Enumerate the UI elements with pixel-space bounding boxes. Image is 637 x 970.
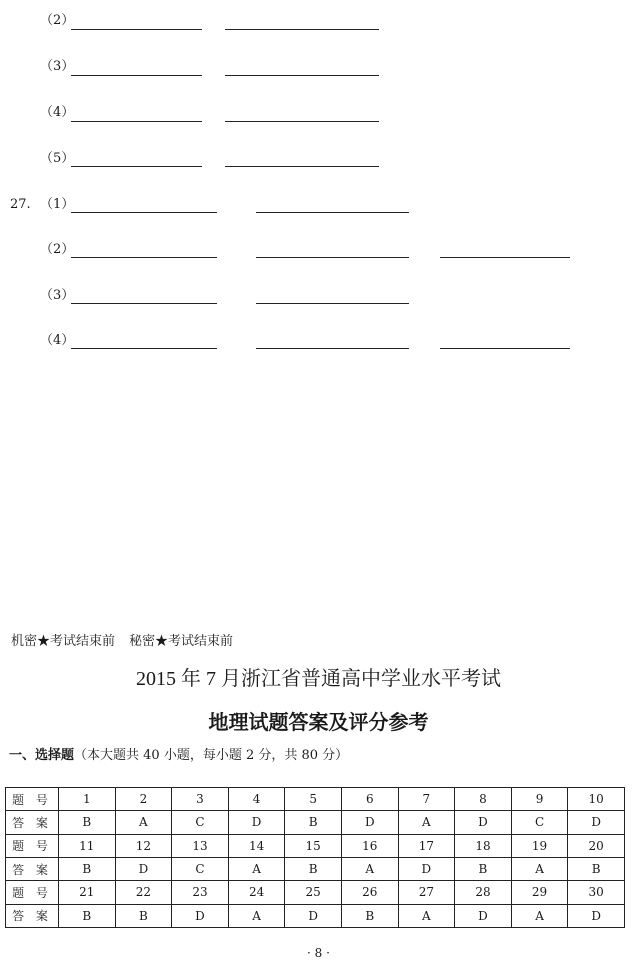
q27-part-4-label: （4） bbox=[40, 333, 75, 348]
answer-row bbox=[6, 811, 625, 834]
question-number-cell: 28 bbox=[455, 881, 512, 904]
question-number-cell: 30 bbox=[568, 881, 625, 904]
answer-cell: B bbox=[115, 904, 172, 927]
answer-blank[interactable] bbox=[71, 348, 217, 349]
answer-blank[interactable] bbox=[256, 348, 409, 349]
section-note: （本大题共 40 小题，每小题 2 分，共 80 分） bbox=[74, 748, 349, 763]
answer-cell: B bbox=[285, 857, 342, 880]
answer-cell: D bbox=[341, 811, 398, 834]
answer-cell: C bbox=[172, 857, 229, 880]
question-number-cell: 15 bbox=[285, 834, 342, 857]
q27-part-2-label: （2） bbox=[40, 242, 75, 257]
answer-row-header: 答 案 bbox=[6, 811, 59, 834]
q27-part-1-label: （1） bbox=[40, 197, 75, 212]
answer-blank[interactable] bbox=[225, 29, 379, 30]
question-number-cell: 29 bbox=[511, 881, 568, 904]
question-number-cell: 27 bbox=[398, 881, 455, 904]
answer-cell: D bbox=[398, 857, 455, 880]
answer-blank[interactable] bbox=[71, 121, 202, 122]
question-number-cell: 9 bbox=[511, 788, 568, 811]
answer-cell: B bbox=[568, 857, 625, 880]
page-number: · 8 · bbox=[307, 946, 330, 960]
question-number-row-header: 题 号 bbox=[6, 788, 59, 811]
answer-cell: D bbox=[455, 811, 512, 834]
answer-table bbox=[5, 787, 625, 928]
question-number-cell: 7 bbox=[398, 788, 455, 811]
answer-cell: D bbox=[285, 904, 342, 927]
question-number-cell: 21 bbox=[59, 881, 116, 904]
q26-part-5-label: （5） bbox=[40, 151, 75, 166]
answer-cell: B bbox=[341, 904, 398, 927]
answer-cell: A bbox=[341, 857, 398, 880]
answer-row-header: 答 案 bbox=[6, 904, 59, 927]
question-number-row bbox=[6, 881, 625, 904]
answer-cell: A bbox=[511, 857, 568, 880]
answer-blank[interactable] bbox=[440, 348, 570, 349]
answer-row-header: 答 案 bbox=[6, 857, 59, 880]
question-number-cell: 22 bbox=[115, 881, 172, 904]
answer-cell: D bbox=[228, 811, 285, 834]
answer-cell: A bbox=[115, 811, 172, 834]
question-number-row-header: 题 号 bbox=[6, 881, 59, 904]
question-number-cell: 10 bbox=[568, 788, 625, 811]
question-number-row bbox=[6, 834, 625, 857]
answer-cell: D bbox=[568, 904, 625, 927]
question-number-cell: 2 bbox=[115, 788, 172, 811]
stamp-secret-2: 秘密★考试结束前 bbox=[129, 634, 234, 649]
answer-cell: A bbox=[511, 904, 568, 927]
question-number-cell: 8 bbox=[455, 788, 512, 811]
confidentiality-stamps bbox=[11, 630, 233, 649]
answer-cell: B bbox=[455, 857, 512, 880]
stamp-secret-1: 机密★考试结束前 bbox=[11, 634, 116, 649]
answer-cell: A bbox=[228, 857, 285, 880]
q26-part-2-label: （2） bbox=[40, 13, 75, 28]
answer-blank[interactable] bbox=[225, 75, 379, 76]
answer-cell: C bbox=[172, 811, 229, 834]
answer-cell: B bbox=[59, 904, 116, 927]
answer-blank[interactable] bbox=[256, 212, 409, 213]
question-number-cell: 3 bbox=[172, 788, 229, 811]
q26-part-3-label: （3） bbox=[40, 59, 75, 74]
answer-row bbox=[6, 904, 625, 927]
question-number-cell: 24 bbox=[228, 881, 285, 904]
section-heading bbox=[9, 744, 348, 763]
answer-blank[interactable] bbox=[71, 303, 217, 304]
question-number-row bbox=[6, 788, 625, 811]
question-number-cell: 13 bbox=[172, 834, 229, 857]
question-number-cell: 26 bbox=[341, 881, 398, 904]
question-number-cell: 20 bbox=[568, 834, 625, 857]
answer-row bbox=[6, 857, 625, 880]
answer-blank[interactable] bbox=[225, 121, 379, 122]
question-number-row-header: 题 号 bbox=[6, 834, 59, 857]
answer-blank[interactable] bbox=[71, 75, 202, 76]
answer-cell: D bbox=[568, 811, 625, 834]
question-number-cell: 17 bbox=[398, 834, 455, 857]
answer-blank[interactable] bbox=[71, 166, 202, 167]
answer-cell: A bbox=[398, 811, 455, 834]
answer-cell: D bbox=[115, 857, 172, 880]
question-number-cell: 25 bbox=[285, 881, 342, 904]
question-number-cell: 18 bbox=[455, 834, 512, 857]
answer-cell: D bbox=[172, 904, 229, 927]
question-number-cell: 16 bbox=[341, 834, 398, 857]
answer-cell: B bbox=[59, 811, 116, 834]
q27-part-3-label: （3） bbox=[40, 288, 75, 303]
question-number-cell: 11 bbox=[59, 834, 116, 857]
answer-blank[interactable] bbox=[256, 257, 409, 258]
answer-blank[interactable] bbox=[71, 29, 202, 30]
section-title: 一、选择题 bbox=[9, 748, 75, 763]
answer-key-title: 地理试题答案及评分参考 bbox=[208, 710, 429, 734]
q27-number: 27. bbox=[10, 197, 31, 212]
answer-blank[interactable] bbox=[71, 212, 217, 213]
question-number-cell: 19 bbox=[511, 834, 568, 857]
q26-part-4-label: （4） bbox=[40, 105, 75, 120]
answer-blank[interactable] bbox=[440, 257, 570, 258]
answer-blank[interactable] bbox=[71, 257, 217, 258]
answer-cell: B bbox=[59, 857, 116, 880]
question-number-cell: 12 bbox=[115, 834, 172, 857]
question-number-cell: 1 bbox=[59, 788, 116, 811]
question-number-cell: 4 bbox=[228, 788, 285, 811]
answer-blank[interactable] bbox=[256, 303, 409, 304]
question-number-cell: 6 bbox=[341, 788, 398, 811]
answer-cell: A bbox=[228, 904, 285, 927]
answer-blank[interactable] bbox=[225, 166, 379, 167]
answer-cell: B bbox=[285, 811, 342, 834]
answer-cell: D bbox=[455, 904, 512, 927]
answer-cell: A bbox=[398, 904, 455, 927]
answer-cell: C bbox=[511, 811, 568, 834]
question-number-cell: 14 bbox=[228, 834, 285, 857]
exam-title: 2015 年 7 月浙江省普通高中学业水平考试 bbox=[136, 668, 501, 690]
question-number-cell: 5 bbox=[285, 788, 342, 811]
question-number-cell: 23 bbox=[172, 881, 229, 904]
